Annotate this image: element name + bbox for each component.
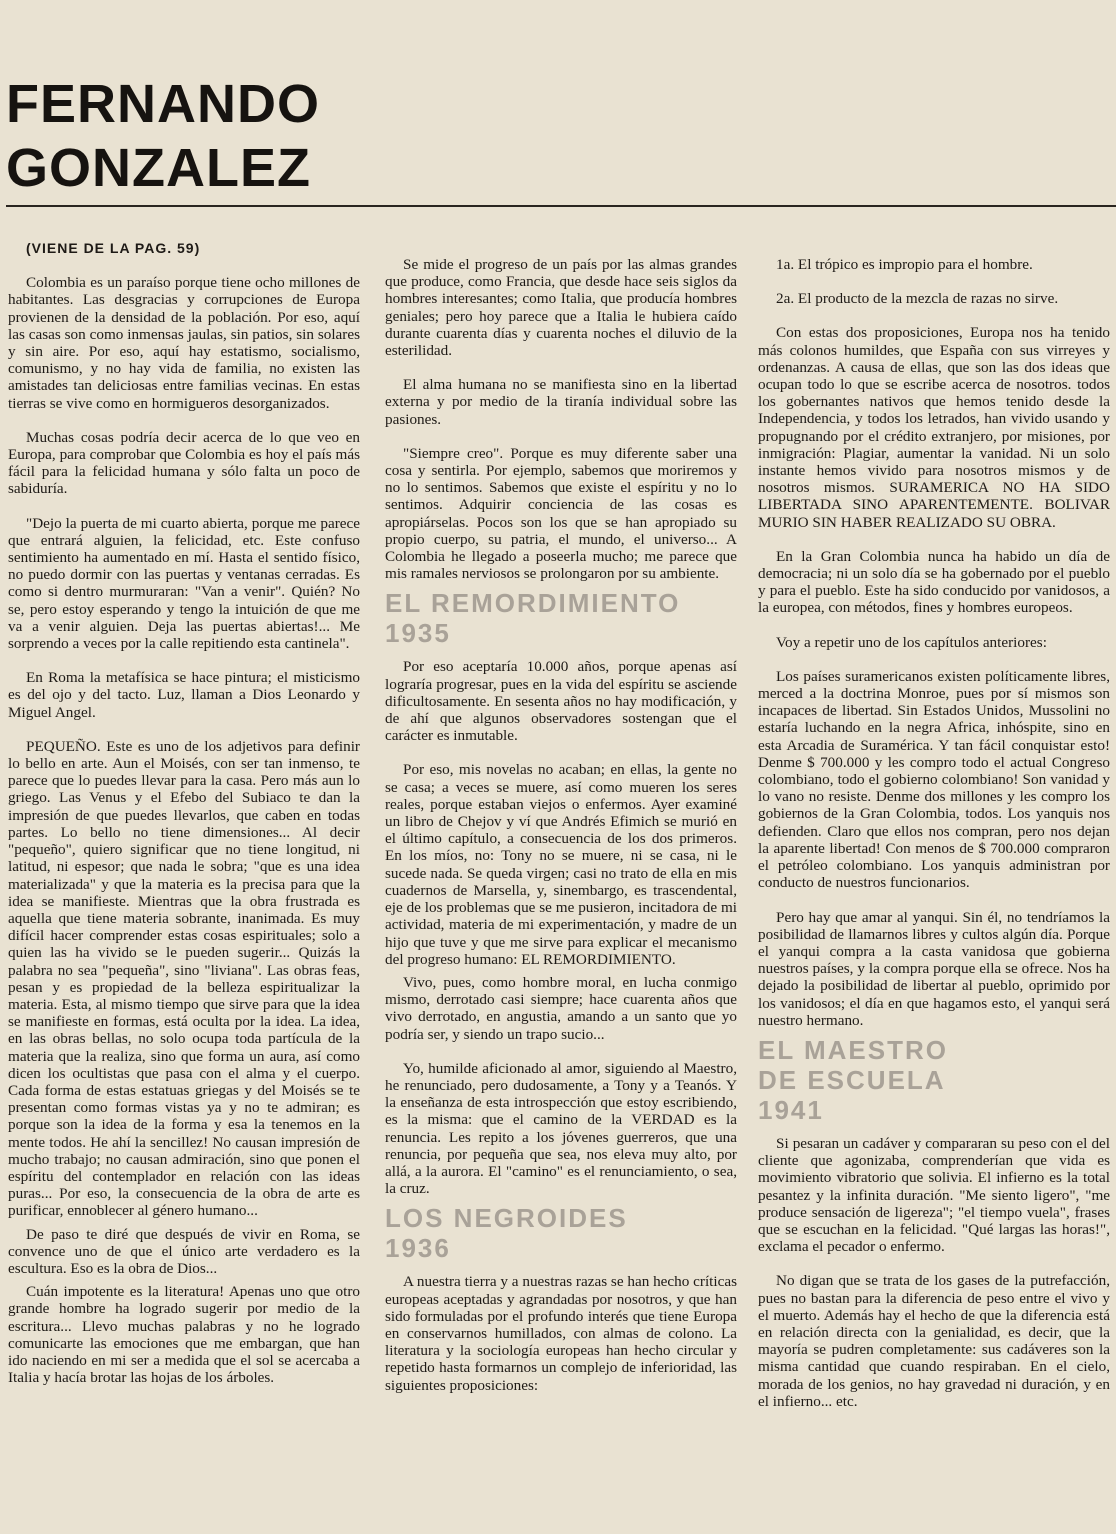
column-2 — [385, 256, 737, 1526]
section-heading-line: LOS NEGROIDES — [385, 1203, 628, 1234]
paragraph: Yo, humilde aficionado al amor, siguiendo al Maestro, he renunciado, pero dudosamente, a Tony y a Teanós. Y la enseñanza de esta introspección que estoy escribiendo, es la misma: que el camino de la VERDAD es la renuncia. Les repito a los jóvenes guerreros, que una renuncia, por pequeña que sea, nos eleva muy alto, por allá, a la aurora. El "camino" es el renunciamiento, o sea, la cruz. — [385, 1059, 737, 1198]
article-title — [6, 72, 320, 200]
paragraph: Por eso, mis novelas no acaban; en ellas, la gente no se casa; a veces se muere, así como mueren los seres reales, porque estaban viejos o enfermos. Ayer examiné un libro de Chejov y ví que Andrés Efimich se murió en el último capítulo, a consecuencia de los dos primeros. En los míos, no: Tony no se muere, ni se casa, ni le sucede nada. Se queda virgen; casi no trato de ella en mis cuadernos de Marsella, y, sinembargo, es trascendental, eje de los problemas que se me pusieron, incitadora de mi actividad, materia de mi experimentación, y madre de un hijo que tuve y que me sirve para explicar el mecanismo del progreso humano: EL REMORDIMIENTO. — [385, 761, 737, 968]
paragraph: Vivo, pues, como hombre moral, en lucha conmigo mismo, derrotado casi siempre; hace cuarenta años que vivo derrotado, en angustia, amando a un santo que yo podría ser, y siendo un trapo sucio... — [385, 973, 737, 1043]
paragraph: Con estas dos proposiciones, Europa nos ha tenido más colonos humildes, que España con sus virreyes y ordenanzas. A causa de ellas, que son las dos ideas que ocupan todo lo que se escribe acerca de nosotros. todos los gobernantes nativos que hemos tenido desde la Independencia, y todos los letrados, han vivido usando y propugnando por el crédito extranjero, por misiones, por inmigración: Plagiar, aumentar la vanidad. Ni un solo instante hemos vivido para nosotros mismos y de nosotros mismos. SURAMERICA NO HA SIDO LIBERTADA SINO APARENTEMENTE. BOLIVAR MURIO SIN HABER REALIZADO SU OBRA. — [758, 324, 1110, 531]
section-heading-year: 1935 — [385, 618, 451, 649]
paragraph: A nuestra tierra y a nuestras razas se han hecho críticas europeas aceptadas y agrandadas por nosotros, y que han sido formuladas por el profundo interés que tiene Europa en conservarnos humillados, con almas de colono. La literatura y la sociología europeas han hecho circular y repetido hasta formarnos un complejo de inferioridad, las siguientes proposiciones: — [385, 1273, 737, 1394]
section-heading-year: 1936 — [385, 1233, 451, 1264]
paragraph: "Dejo la puerta de mi cuarto abierta, porque me parece que entrará alguien, la felicidad, etc. Este confuso sentimiento ha aumentado en mí. Hasta el sentido físico, no puedo dormir con las puertas y ventanas cerradas. Es como si dentro murmuraran: "Van a venir". Quién? No se, pero estoy esperando y tengo la intuición de que me va a venir alguien. Deja las puertas abiertas!... Me sorprendo a veces por la calle repitiendo esta cantinela". — [8, 514, 360, 653]
paragraph: 1a. El trópico es impropio para el hombre. — [776, 256, 1033, 273]
section-heading-line: EL MAESTRO — [758, 1034, 948, 1065]
continuation-kicker: (VIENE DE LA PAG. 59) — [26, 240, 201, 256]
section-heading-remordimiento — [385, 588, 737, 648]
paragraph: "Siempre creo". Porque es muy diferente saber una cosa y sentirla. Por ejemplo, sabemos que moriremos y no lo sentimos. Sabemos que existe el espíritu y no lo sentimos. Adquirir conciencia de las cosas es apropiárselas. Pocos son los que se han apropiado su propio cuerpo, su patria, el mundo, el universo... A Colombia he llegado a poseerla mucho; me parece que mis ramales nerviosos se prolongaron por su ambiente. — [385, 444, 737, 583]
paragraph: En Roma la metafísica se hace pintura; el misticismo es del ojo y del tacto. Luz, llaman a Dios Leonardo y Miguel Angel. — [8, 669, 360, 721]
paragraph: Cuán impotente es la literatura! Apenas uno que otro grande hombre ha logrado sugerir por medio de la escritura... Llevo muchas palabras y no he logrado comunicarte las emociones que me embargan, que han ido naciendo en mi ser a medida que el sol se acercaba a Italia y hacía brotar las hojas de los árboles. — [8, 1283, 360, 1387]
paragraph: En la Gran Colombia nunca ha habido un día de democracia; ni un solo día se ha gobernado por el pueblo y para el pueblo. Este ha sido conducido por vanidosos, a la europea, con métodos, fines y hombres europeos. — [758, 547, 1110, 617]
section-heading-year: 1941 — [758, 1094, 824, 1125]
title-line-1: FERNANDO — [6, 74, 320, 134]
paragraph: PEQUEÑO. Este es uno de los adjetivos para definir lo bello en arte. Aun el Moisés, con ser tan inmenso, te parece que lo puedes llevar para la casa. Pero más aun lo griego. Las Venus y el Efebo del Subiaco te dan la impresión de que puedes llevarlos, que caben en todas partes. Lo bello no tiene dimensiones... Al decir "pequeño", quiero significar que no tiene longitud, ni latitud, ni espesor; que nada le sobra; "que es una idea materializada" y que la materia es la precisa para que la idea se manifieste. Mientras que la obra frustrada es aquella que tiene materia sobrante, inanimada. Es muy difícil hacer comprender estas cosas espirituales; solo a quien las ha vivido se le pueden sugerir... Quizás la palabra no sea "pequeña", sino "liviana". Las obras feas, pesan y es propiedad de la belleza espiritualizar la materia. Esta, al mismo tiempo que sirve para que la idea se manifieste en formas, está oculta por la idea. La idea, en las obras bellas, no solo ocupa toda partícula de la materia que la realiza, sino que forma un aura, así como dicen los ocultistas que pasa con el alma y el cuerpo. Cada forma de estas estatuas griegas y del Moisés se te presentan como formas vistas ya y no te admiran; es porque son la idea de la forma y esa la tenemos en la mente todos. He ahí la sencillez! No causan impresión de mucho trabajo; no causan admiración, sino que ponen el espíritu del contemplador en relación con las ideas puras... Por eso, la consecuencia de la obra de arte es purificar, ennoblecer al género humano... — [8, 737, 360, 1220]
section-heading-line: DE ESCUELA — [758, 1064, 946, 1095]
section-heading-line: EL REMORDIMIENTO — [385, 588, 681, 619]
paragraph: De paso te diré que después de vivir en Roma, se convence uno de que el único arte verdadero es la escultura. Eso es la obra de Dios... — [8, 1225, 360, 1277]
paragraph: No digan que se trata de los gases de la putrefacción, pues no bastan para la diferencia de peso entre el vivo y el muerto. Además hay el hecho de que la diferencia está en relación directa con la genialidad, es decir, que la mayoría se pudren completamente: sus cadáveres son la misma cantidad que cuando respiraban. En el cielo, morada de los genios, no hay gravedad ni duración, y en el infierno... etc. — [758, 1272, 1110, 1410]
paragraph: Por eso aceptaría 10.000 años, porque apenas así lograría progresar, pues en la vida del espíritu se asciende dificultosamente. En sesenta años no hay modificación, y de ahí que algunos observadores sostengan que el carácter es inmutable. — [385, 658, 737, 745]
paragraph: El alma humana no se manifiesta sino en la libertad externa y por medio de la tiranía individual sobre las pasiones. — [385, 376, 737, 428]
paragraph: Los países suramericanos existen políticamente libres, merced a la doctrina Monroe, pues por sí mismos son incapaces de libertad. Sin Estados Unidos, Mussolini no estaría luchando en la negra Africa, inhóspite, sino en esta Arcadia de Suramérica. Y tan fácil conquistar esto! Denme $ 700.000 y les compro todo el actual Congreso colombiano, todo el gobierno colombiano! Son vanidad y lo vano no resiste. Denme dos millones y les compro los gobiernos de la Gran Colombia, todos. Los yanquis nos defienden. Claro que ellos nos compran, pero nos dejan la aparente libertad! Con menos de $ 700.000 compraron el petróleo colombiano. Los yanquis administran por conducto de nuestros funcionarios. — [758, 667, 1110, 892]
paragraph: Pero hay que amar al yanqui. Sin él, no tendríamos la posibilidad de llamarnos libres y cultos algún día. Porque el yanqui compra a la casta vanidosa que gobierna nuestros países, y la compra porque ella se ofrece. Nos ha dejado la posibilidad de libertar al pueblo, oprimido por los vanidosos; el día en que hagamos esto, el yanqui será nuestro hermano. — [758, 908, 1110, 1029]
section-heading-negroides — [385, 1203, 737, 1263]
paragraph: Voy a repetir uno de los capítulos anteriores: — [776, 633, 1047, 651]
paragraph: Se mide el progreso de un país por las almas grandes que produce, como Francia, que desde hace seis siglos da hombres interesantes; como Italia, que producía hombres geniales; pero hoy parece que a Italia le hubiera caído durante cuarenta días y cuarenta noches el diluvio de la esterilidad. — [385, 256, 737, 360]
paragraph: Si pesaran un cadáver y compararan su peso con el del cliente que agonizaba, comprenderían que vida es movimiento vibratorio que solivia. El infierno es la total pesantez y la infinita duración. "Me siento ligero", "me produce sensación de ligereza"; "el tiempo vuela", frases que se escuchan en la felicidad. "Qué largas las horas!", exclama el pecador o enfermo. — [758, 1134, 1110, 1256]
paragraph: Colombia es un paraíso porque tiene ocho millones de habitantes. Las desgracias y corrupciones de Europa provienen de la densidad de la población. Por eso, aquí las casas son como inmensas jaulas, sin patios, sin solares y sin aire. Por eso, aquí hay estatismo, socialismo, comunismo, y no hay vida de familia, no existen las amistades tan deliciosas entre familias vecinas. En estas tierras se vive como en hormigueros desorganizados. — [8, 274, 360, 412]
title-rule — [6, 205, 1116, 207]
section-heading-maestro — [758, 1035, 1110, 1125]
paragraph: Muchas cosas podría decir acerca de lo que veo en Europa, para comprobar que Colombia es hoy el país más fácil para la felicidad humana y sólo falta un poco de sabiduría. — [8, 428, 360, 498]
paragraph: 2a. El producto de la mezcla de razas no sirve. — [776, 290, 1059, 308]
column-1 — [8, 240, 360, 1526]
title-line-2: GONZALEZ — [6, 138, 311, 198]
column-3 — [758, 256, 1110, 1526]
